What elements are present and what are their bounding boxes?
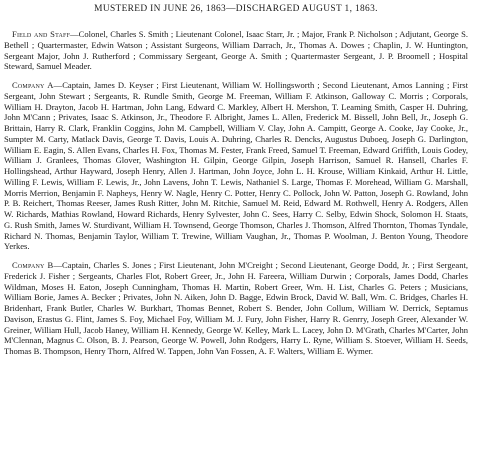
page-title: MUSTERED IN JUNE 26, 1863—DISCHARGED AUGUST 1, 1863. <box>94 4 378 14</box>
section-heading: Company B <box>12 260 54 270</box>
section-company-b <box>4 260 468 357</box>
section-text: —Captain, James D. Keyser ; First Lieutenant, William W. Hollingsworth ; Second Lieutenant, Amos Lanning ; First Sergeant, John Stewart ; Sergeants, R. Rundle Smith, George M. Freeman, William F. Atkinson, Galloway C. Morris ; Corporals, William H. Drayton, Jacob H. Hartman, John Lang, Edward C. Markley, Albert H. Mershon, T. Leaming Smith, Casper H. Duhring, John M'Cann ; Privates, Isaac S. Atkinson, Jr., Theodore F. Albright, James L. Allen, Frederick M. Bissell, John Bell, Jr., Joseph G. Brittain, Harry R. Clark, Franklin Coggins, John M. Campbell, William V. Clay, John A. Campitt, George A. Cooke, Jay Cooke, Jr., Sumpter M. Carty, Matlack Davis, George T. Davis, Louis A. Duhring, Charles R. Dencks, Augustus Duboeq, Joseph G. Darlington, William E. Eagin, S. Allen Evans, Charles H. Fox, Thomas M. Fester, Frank Freed, Samuel T. Freeman, Edward Griffith, Louis Godey, William J. Granlees, Thomas Glover, Washington H. Gilpin, George Gilpin, Joseph Harrison, Samuel R. Hansell, Charles F. Hollingshead, Arthur Hayward, Joseph Henry, Allen J. Hartman, John Joyce, John L. H. Krouse, William Kinkaid, Arthur H. Little, Willing F. Lewis, William F. Lewis, Jr., John Lavens, John T. Lewis, Nathaniel S. Large, Thomas F. Morehead, William G. Marshall, Morris Merrion, Benjamin F. Napheys, Henry W. Nagle, Henry C. Potter, Henry C. Pollock, John W. Patton, Joseph G. Rowland, John P. B. Reichert, Thomas Reeser, James Rush Ritter, John M. Ritchie, Samuel M. Reid, Edward M. Rothwell, Henry A. Rodgers, Allen W. Richards, Mathias Rowland, Howard Richards, Henry Sylvester, John C. Sees, Harry C. Selby, Edwin Shock, Solomon H. Staats, G. Rush Smith, James W. Sturdivant, William H. Townsend, George Thomson, Charles J. Thomson, Alfred Thornton, Thomas Tyndale, Richard N. Thomas, Benjamin Taylor, William T. Trewine, William Vaughan, Jr., Thomas P. Woolman, J. Benton Young, Theodore Yerkes. <box>4 80 468 252</box>
section-field-and-staff <box>4 29 468 72</box>
section-heading: Field and Staff <box>12 29 71 39</box>
section-company-a <box>4 80 468 252</box>
section-text: —Colonel, Charles S. Smith ; Lieutenant Colonel, Isaac Starr, Jr. ; Major, Frank P. Nicholson ; Adjutant, George S. Bethell ; Quartermaster, Edwin Watson ; Assistant Surgeons, William Darrach, Jr., Thomas A. Dowes ; Chaplin, J. W. Huntington, Sergeant Major, John J. Rutherford ; Commissary Sergeant, George A. Smith ; Quartermaster Sergeant, J. P. Broomell ; Hospital Steward, Samuel Meader. <box>4 29 468 72</box>
section-heading: Company A <box>12 80 54 90</box>
section-text: —Captain, Charles S. Jones ; First Lieutenant, John M'Creight ; Second Lieutenant, George Dodd, Jr. ; First Sergeant, Frederick J. Fisher ; Sergeants, Charles Flot, Robert Greer, Jr., John H. Fareera, William Durwin ; Corporals, James Dodd, Charles Wildman, Moses H. Eaton, Joseph Cunningham, Thomas H. Martin, Robert Greer, Wm. H. List, Charles G. Peters ; Musicians, William Borie, James A. Becker ; Privates, John N. Aiken, John D. Bagge, Edwin Brock, David W. Ball, Wm. C. Bridges, Charles H. Bridenhart, Frank Butler, Charles W. Burkhart, Thomas Bennet, Robert S. Bender, John Collum, William W. Derrick, Septamus Davison, Erastus G. Flint, James S. Foy, Michael Foy, William M. J. Fury, John Fisher, Harry R. Genrry, Joseph Greer, Alexander W. Greiner, William Hull, Jacob Haney, William H. Kennedy, George W. Kelley, Mark L. Lacey, John D. M'Grath, Charles M'Carter, John M'Clennan, Magnus C. Olson, B. J. Pearson, George W. Powell, John Rodgers, Harry L. Ryne, William S. Stoever, William H. Seeds, Thomas B. Thompson, Henry Thorn, Alfred W. Tappen, John Van Fossen, A. F. Walters, William E. Wymer. <box>4 260 468 356</box>
